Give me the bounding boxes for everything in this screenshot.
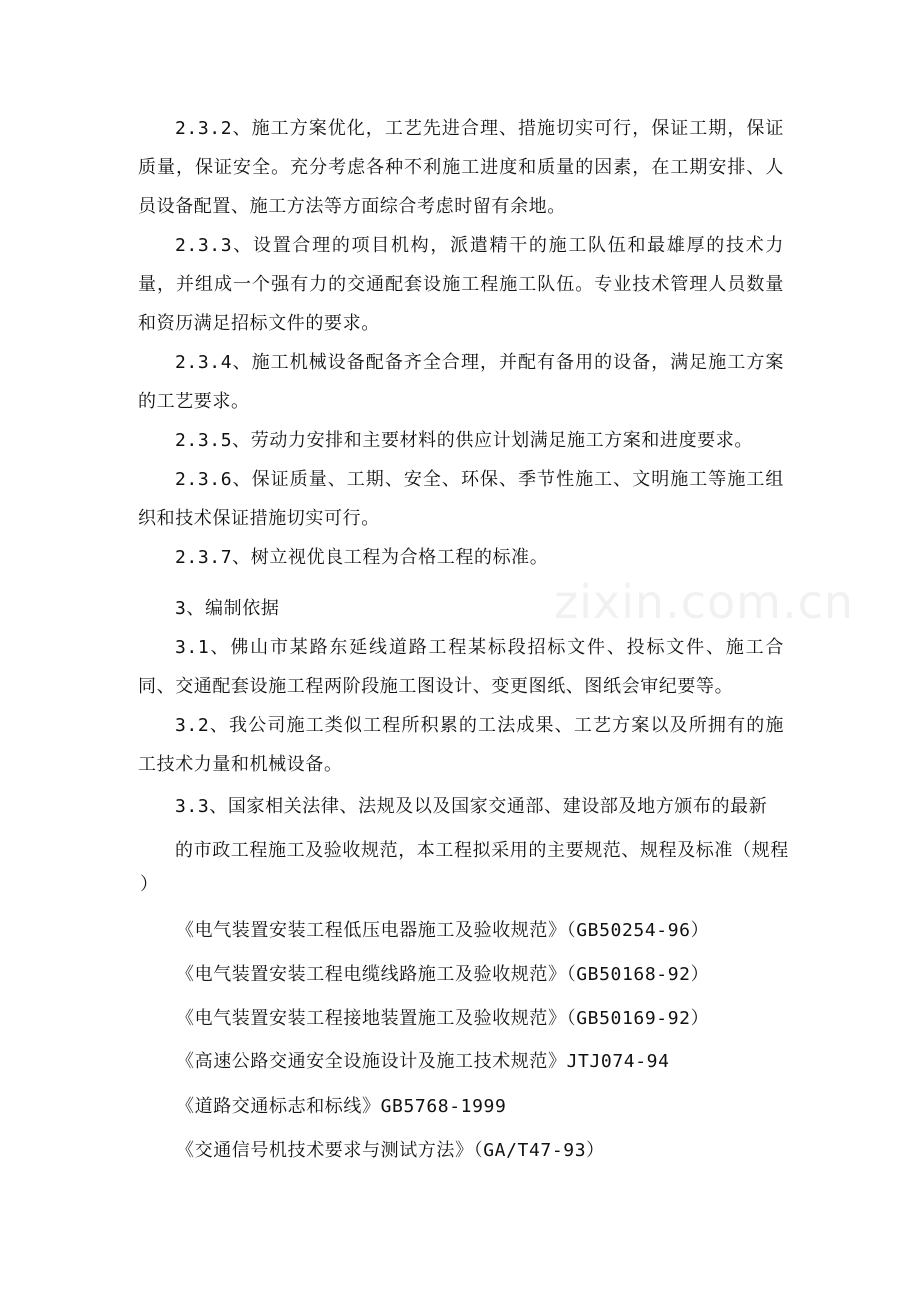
paragraph-3-3-line-3: ） — [140, 874, 159, 895]
paragraph-3-1: 3.1、佛山市某路东延线道路工程某标段招标文件、投标文件、施工合同、交通配套设施工程两阶段施工图设计、变更图纸、图纸会审纪要等。 — [138, 637, 784, 697]
standard-item: 《电气装置安装工程接地装置施工及验收规范》（GB50169-92） — [176, 1008, 710, 1029]
paragraph-3-3-line-2: 的市政工程施工及验收规范，本工程拟采用的主要规范、规程及标准（规程 — [175, 840, 789, 861]
standard-item: 《交通信号机技术要求与测试方法》（GA/T47-93） — [176, 1140, 605, 1161]
paragraph-2-3-2: 2.3.2、施工方案优化，工艺先进合理、措施切实可行，保证工期，保证质量，保证安全。充分考虑各种不利施工进度和质量的因素，在工期安排、人员设备配置、施工方法等方面综合考虑时留有余地。 — [138, 118, 784, 217]
paragraph-3-3-line-1: 3.3、国家相关法律、法规及以及国家交通部、建设部及地方颁布的最新 — [175, 796, 768, 817]
section-heading-3: 3、编制依据 — [175, 598, 280, 619]
standard-item: 《电气装置安装工程低压电器施工及验收规范》（GB50254-96） — [176, 920, 710, 941]
standard-item: 《电气装置安装工程电缆线路施工及验收规范》（GB50168-92） — [176, 964, 710, 985]
standard-item: 《道路交通标志和标线》GB5768-1999 — [176, 1096, 507, 1117]
paragraph-3-2: 3.2、我公司施工类似工程所积累的工法成果、工艺方案以及所拥有的施工技术力量和机械设备。 — [138, 715, 784, 775]
paragraph-2-3-4: 2.3.4、施工机械设备配备齐全合理，并配有备用的设备，满足施工方案的工艺要求。 — [138, 352, 784, 412]
paragraph-2-3-5: 2.3.5、劳动力安排和主要材料的供应计划满足施工方案和进度要求。 — [175, 430, 753, 451]
paragraph-2-3-6: 2.3.6、保证质量、工期、安全、环保、季节性施工、文明施工等施工组织和技术保证措施切实可行。 — [138, 469, 784, 529]
paragraph-2-3-7: 2.3.7、树立视优良工程为合格工程的标准。 — [175, 547, 549, 568]
paragraph-2-3-3: 2.3.3、设置合理的项目机构，派遣精干的施工队伍和最雄厚的技术力量，并组成一个强有力的交通配套设施工程施工队伍。专业技术管理人员数量和资历满足招标文件的要求。 — [138, 235, 784, 334]
standard-item: 《高速公路交通安全设施设计及施工技术规范》JTJ074-94 — [176, 1051, 670, 1072]
watermark: zixin.com.cn — [554, 575, 855, 629]
